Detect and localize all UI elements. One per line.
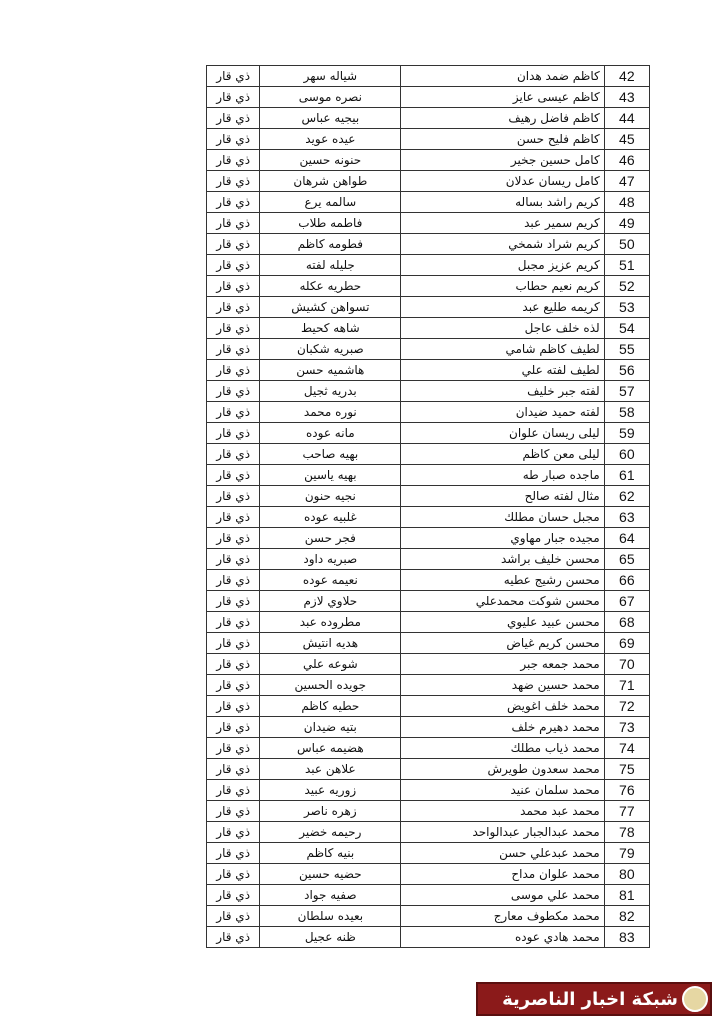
table-row bbox=[207, 444, 650, 465]
full-name-cell: محمد حسين ضهد bbox=[401, 675, 604, 696]
province-cell: ذي قار bbox=[207, 402, 260, 423]
province-cell: ذي قار bbox=[207, 360, 260, 381]
mother-name-cell: رحيمه خضير bbox=[260, 822, 401, 843]
province-cell: ذي قار bbox=[207, 549, 260, 570]
mother-name-cell: بتيه ضيدان bbox=[260, 717, 401, 738]
province-cell: ذي قار bbox=[207, 66, 260, 87]
table-row bbox=[207, 717, 650, 738]
table-row bbox=[207, 255, 650, 276]
row-number-cell: 48 bbox=[604, 192, 649, 213]
mother-name-cell: حطيه كاظم bbox=[260, 696, 401, 717]
province-cell: ذي قار bbox=[207, 444, 260, 465]
province-cell: ذي قار bbox=[207, 276, 260, 297]
province-cell: ذي قار bbox=[207, 759, 260, 780]
mother-name-cell: بهيه صاحب bbox=[260, 444, 401, 465]
row-number-cell: 56 bbox=[604, 360, 649, 381]
row-number-cell: 53 bbox=[604, 297, 649, 318]
full-name-cell: محمد مكطوف معارج bbox=[401, 906, 604, 927]
row-number-cell: 76 bbox=[604, 780, 649, 801]
row-number-cell: 47 bbox=[604, 171, 649, 192]
province-cell: ذي قار bbox=[207, 717, 260, 738]
mother-name-cell: صبريه شكبان bbox=[260, 339, 401, 360]
full-name-cell: محمد ذياب مطلك bbox=[401, 738, 604, 759]
province-cell: ذي قار bbox=[207, 822, 260, 843]
row-number-cell: 75 bbox=[604, 759, 649, 780]
row-number-cell: 81 bbox=[604, 885, 649, 906]
table-row bbox=[207, 780, 650, 801]
roster-table bbox=[206, 65, 650, 948]
row-number-cell: 80 bbox=[604, 864, 649, 885]
row-number-cell: 71 bbox=[604, 675, 649, 696]
table-row bbox=[207, 192, 650, 213]
full-name-cell: محمد سلمان عنيد bbox=[401, 780, 604, 801]
full-name-cell: مجيده جبار مهاوي bbox=[401, 528, 604, 549]
row-number-cell: 64 bbox=[604, 528, 649, 549]
province-cell: ذي قار bbox=[207, 780, 260, 801]
table-row bbox=[207, 360, 650, 381]
full-name-cell: محمد جمعه جبر bbox=[401, 654, 604, 675]
mother-name-cell: حنونه حسين bbox=[260, 150, 401, 171]
mother-name-cell: ظنه عجيل bbox=[260, 927, 401, 948]
province-cell: ذي قار bbox=[207, 696, 260, 717]
full-name-cell: محمد علوان مداح bbox=[401, 864, 604, 885]
row-number-cell: 62 bbox=[604, 486, 649, 507]
table-row bbox=[207, 507, 650, 528]
province-cell: ذي قار bbox=[207, 339, 260, 360]
mother-name-cell: مانه عوده bbox=[260, 423, 401, 444]
table-row bbox=[207, 927, 650, 948]
table-row bbox=[207, 843, 650, 864]
full-name-cell: لفته جبر خليف bbox=[401, 381, 604, 402]
province-cell: ذي قار bbox=[207, 801, 260, 822]
full-name-cell: كامل حسين جخير bbox=[401, 150, 604, 171]
province-cell: ذي قار bbox=[207, 234, 260, 255]
mother-name-cell: زهره ناصر bbox=[260, 801, 401, 822]
full-name-cell: محسن رشيج عطيه bbox=[401, 570, 604, 591]
province-cell: ذي قار bbox=[207, 738, 260, 759]
province-cell: ذي قار bbox=[207, 318, 260, 339]
table-row bbox=[207, 402, 650, 423]
province-cell: ذي قار bbox=[207, 507, 260, 528]
province-cell: ذي قار bbox=[207, 486, 260, 507]
table-row bbox=[207, 276, 650, 297]
row-number-cell: 43 bbox=[604, 87, 649, 108]
full-name-cell: مثال لفته صالح bbox=[401, 486, 604, 507]
mother-name-cell: جليله لفته bbox=[260, 255, 401, 276]
table-row bbox=[207, 696, 650, 717]
province-cell: ذي قار bbox=[207, 654, 260, 675]
mother-name-cell: زوريه عبيد bbox=[260, 780, 401, 801]
mother-name-cell: عيده عويد bbox=[260, 129, 401, 150]
province-cell: ذي قار bbox=[207, 843, 260, 864]
mother-name-cell: بعيده سلطان bbox=[260, 906, 401, 927]
mother-name-cell: علاهن عبد bbox=[260, 759, 401, 780]
table-row bbox=[207, 66, 650, 87]
province-cell: ذي قار bbox=[207, 297, 260, 318]
full-name-cell: لطيف كاظم شامي bbox=[401, 339, 604, 360]
province-cell: ذي قار bbox=[207, 570, 260, 591]
mother-name-cell: صبريه داود bbox=[260, 549, 401, 570]
emblem-icon bbox=[682, 986, 708, 1012]
full-name-cell: كاظم فليح حسن bbox=[401, 129, 604, 150]
row-number-cell: 79 bbox=[604, 843, 649, 864]
row-number-cell: 72 bbox=[604, 696, 649, 717]
table-row bbox=[207, 87, 650, 108]
row-number-cell: 77 bbox=[604, 801, 649, 822]
row-number-cell: 60 bbox=[604, 444, 649, 465]
mother-name-cell: مطروده عبد bbox=[260, 612, 401, 633]
full-name-cell: محسن خليف براشد bbox=[401, 549, 604, 570]
full-name-cell: كريم نعيم حطاب bbox=[401, 276, 604, 297]
mother-name-cell: شوعه علي bbox=[260, 654, 401, 675]
province-cell: ذي قار bbox=[207, 675, 260, 696]
row-number-cell: 50 bbox=[604, 234, 649, 255]
roster-body bbox=[207, 66, 650, 948]
table-row bbox=[207, 381, 650, 402]
full-name-cell: كريمه طليع عبد bbox=[401, 297, 604, 318]
row-number-cell: 67 bbox=[604, 591, 649, 612]
full-name-cell: كريم عزيز مجبل bbox=[401, 255, 604, 276]
row-number-cell: 58 bbox=[604, 402, 649, 423]
full-name-cell: لفته حميد ضيدان bbox=[401, 402, 604, 423]
province-cell: ذي قار bbox=[207, 213, 260, 234]
table-row bbox=[207, 465, 650, 486]
table-row bbox=[207, 486, 650, 507]
mother-name-cell: حضيه حسين bbox=[260, 864, 401, 885]
row-number-cell: 74 bbox=[604, 738, 649, 759]
mother-name-cell: نوره محمد bbox=[260, 402, 401, 423]
table-row bbox=[207, 612, 650, 633]
full-name-cell: محسن كريم غياض bbox=[401, 633, 604, 654]
table-row bbox=[207, 654, 650, 675]
mother-name-cell: شاهه كحيط bbox=[260, 318, 401, 339]
mother-name-cell: شياله سهر bbox=[260, 66, 401, 87]
row-number-cell: 51 bbox=[604, 255, 649, 276]
row-number-cell: 55 bbox=[604, 339, 649, 360]
table-row bbox=[207, 570, 650, 591]
table-row bbox=[207, 150, 650, 171]
mother-name-cell: حلاوي لازم bbox=[260, 591, 401, 612]
full-name-cell: مجبل حسان مطلك bbox=[401, 507, 604, 528]
row-number-cell: 45 bbox=[604, 129, 649, 150]
province-cell: ذي قار bbox=[207, 381, 260, 402]
province-cell: ذي قار bbox=[207, 528, 260, 549]
mother-name-cell: بهيه ياسين bbox=[260, 465, 401, 486]
row-number-cell: 82 bbox=[604, 906, 649, 927]
full-name-cell: كامل ريسان عدلان bbox=[401, 171, 604, 192]
full-name-cell: كاظم فاضل رهيف bbox=[401, 108, 604, 129]
full-name-cell: محسن عبيد عليوي bbox=[401, 612, 604, 633]
row-number-cell: 70 bbox=[604, 654, 649, 675]
table-row bbox=[207, 759, 650, 780]
table-row bbox=[207, 528, 650, 549]
mother-name-cell: غلبيه عوده bbox=[260, 507, 401, 528]
mother-name-cell: فجر حسن bbox=[260, 528, 401, 549]
province-cell: ذي قار bbox=[207, 927, 260, 948]
mother-name-cell: بدريه ثجيل bbox=[260, 381, 401, 402]
province-cell: ذي قار bbox=[207, 612, 260, 633]
table-row bbox=[207, 906, 650, 927]
mother-name-cell: بنيه كاظم bbox=[260, 843, 401, 864]
row-number-cell: 52 bbox=[604, 276, 649, 297]
row-number-cell: 49 bbox=[604, 213, 649, 234]
province-cell: ذي قار bbox=[207, 885, 260, 906]
province-cell: ذي قار bbox=[207, 171, 260, 192]
table-row bbox=[207, 864, 650, 885]
table-row bbox=[207, 801, 650, 822]
mother-name-cell: فطومه كاظم bbox=[260, 234, 401, 255]
province-cell: ذي قار bbox=[207, 150, 260, 171]
table-row bbox=[207, 171, 650, 192]
watermark-text: شبكة اخبار الناصرية bbox=[502, 988, 678, 1010]
full-name-cell: محمد عبدالجبار عبدالواحد bbox=[401, 822, 604, 843]
table-row bbox=[207, 591, 650, 612]
table-row bbox=[207, 423, 650, 444]
province-cell: ذي قار bbox=[207, 423, 260, 444]
mother-name-cell: هاشميه حسن bbox=[260, 360, 401, 381]
table-row bbox=[207, 549, 650, 570]
table-row bbox=[207, 633, 650, 654]
mother-name-cell: هديه انتيش bbox=[260, 633, 401, 654]
province-cell: ذي قار bbox=[207, 87, 260, 108]
table-row bbox=[207, 822, 650, 843]
row-number-cell: 44 bbox=[604, 108, 649, 129]
row-number-cell: 46 bbox=[604, 150, 649, 171]
full-name-cell: كاظم ضمد هدان bbox=[401, 66, 604, 87]
table-row bbox=[207, 318, 650, 339]
row-number-cell: 66 bbox=[604, 570, 649, 591]
table-row bbox=[207, 234, 650, 255]
full-name-cell: محمد خلف اغويض bbox=[401, 696, 604, 717]
mother-name-cell: بيجيه عباس bbox=[260, 108, 401, 129]
province-cell: ذي قار bbox=[207, 192, 260, 213]
province-cell: ذي قار bbox=[207, 591, 260, 612]
table-row bbox=[207, 738, 650, 759]
full-name-cell: ليلى معن كاظم bbox=[401, 444, 604, 465]
row-number-cell: 65 bbox=[604, 549, 649, 570]
province-cell: ذي قار bbox=[207, 255, 260, 276]
full-name-cell: محمد دهيرم خلف bbox=[401, 717, 604, 738]
table-row bbox=[207, 297, 650, 318]
mother-name-cell: فاطمه طلاب bbox=[260, 213, 401, 234]
full-name-cell: كريم سمير عبد bbox=[401, 213, 604, 234]
mother-name-cell: نعيمه عوده bbox=[260, 570, 401, 591]
row-number-cell: 68 bbox=[604, 612, 649, 633]
table-row bbox=[207, 885, 650, 906]
table-row bbox=[207, 213, 650, 234]
row-number-cell: 78 bbox=[604, 822, 649, 843]
province-cell: ذي قار bbox=[207, 108, 260, 129]
row-number-cell: 83 bbox=[604, 927, 649, 948]
province-cell: ذي قار bbox=[207, 465, 260, 486]
full-name-cell: لطيف لفته علي bbox=[401, 360, 604, 381]
full-name-cell: لذه خلف عاجل bbox=[401, 318, 604, 339]
mother-name-cell: صفيه جواد bbox=[260, 885, 401, 906]
row-number-cell: 61 bbox=[604, 465, 649, 486]
mother-name-cell: نجيه حنون bbox=[260, 486, 401, 507]
row-number-cell: 73 bbox=[604, 717, 649, 738]
full-name-cell: كاظم عيسى عايز bbox=[401, 87, 604, 108]
mother-name-cell: جويده الحسين bbox=[260, 675, 401, 696]
full-name-cell: محمد عبد محمد bbox=[401, 801, 604, 822]
mother-name-cell: نصره موسى bbox=[260, 87, 401, 108]
mother-name-cell: تسواهن كشيش bbox=[260, 297, 401, 318]
province-cell: ذي قار bbox=[207, 633, 260, 654]
full-name-cell: كريم شراد شمخي bbox=[401, 234, 604, 255]
full-name-cell: محمد عبدعلي حسن bbox=[401, 843, 604, 864]
full-name-cell: ماجده صبار طه bbox=[401, 465, 604, 486]
full-name-cell: محمد هادي عوده bbox=[401, 927, 604, 948]
site-watermark-logo bbox=[476, 982, 712, 1016]
row-number-cell: 54 bbox=[604, 318, 649, 339]
table-row bbox=[207, 108, 650, 129]
mother-name-cell: سالمه يرع bbox=[260, 192, 401, 213]
province-cell: ذي قار bbox=[207, 864, 260, 885]
row-number-cell: 69 bbox=[604, 633, 649, 654]
full-name-cell: محمد علي موسى bbox=[401, 885, 604, 906]
row-number-cell: 59 bbox=[604, 423, 649, 444]
full-name-cell: محسن شوكت محمدعلي bbox=[401, 591, 604, 612]
mother-name-cell: حطريه عكله bbox=[260, 276, 401, 297]
row-number-cell: 57 bbox=[604, 381, 649, 402]
table-row bbox=[207, 129, 650, 150]
mother-name-cell: هضيمه عباس bbox=[260, 738, 401, 759]
mother-name-cell: طواهن شرهان bbox=[260, 171, 401, 192]
table-row bbox=[207, 339, 650, 360]
province-cell: ذي قار bbox=[207, 129, 260, 150]
row-number-cell: 63 bbox=[604, 507, 649, 528]
province-cell: ذي قار bbox=[207, 906, 260, 927]
full-name-cell: ليلى ريسان علوان bbox=[401, 423, 604, 444]
table-row bbox=[207, 675, 650, 696]
full-name-cell: كريم راشد بساله bbox=[401, 192, 604, 213]
full-name-cell: محمد سعدون طويرش bbox=[401, 759, 604, 780]
row-number-cell: 42 bbox=[604, 66, 649, 87]
